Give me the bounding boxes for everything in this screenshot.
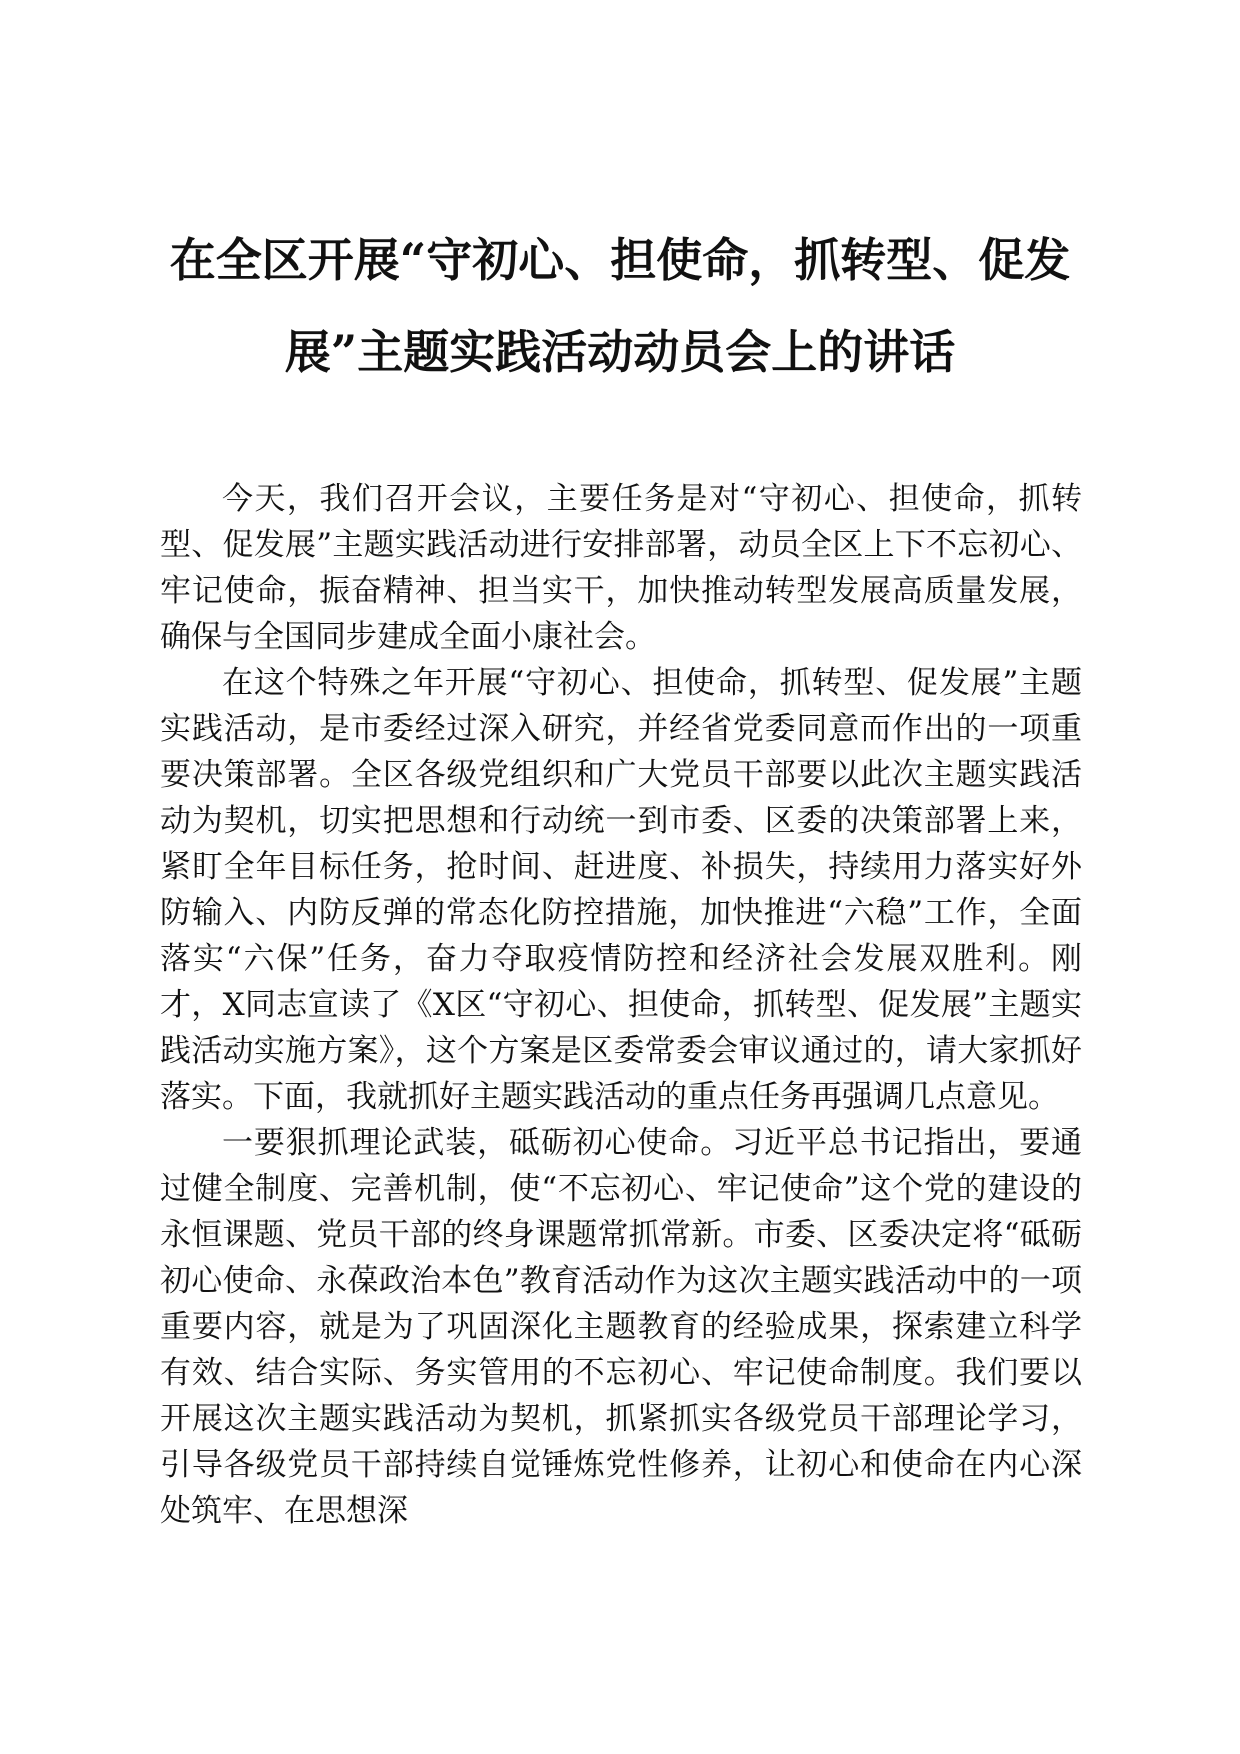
paragraph-1: 今天，我们召开会议，主要任务是对“守初心、担使命，抓转型、促发展”主题实践活动进行安排部署，动员全区上下不忘初心、牢记使命，振奋精神、担当实干，加快推动转型发展高质量发展，确保与全国同步建成全面小康社会。 [160,481,1082,655]
title-line-2: 展”主题实践活动动员会上的讲话 [284,325,956,379]
title-line-1: 在全区开展“守初心、担使命，抓转型、促发 [169,233,1071,287]
document-body [160,476,1082,1534]
paragraph-2: 在这个特殊之年开展“守初心、担使命，抓转型、促发展”主题实践活动，是市委经过深入研究，并经省党委同意而作出的一项重要决策部署。全区各级党组织和广大党员干部要以此次主题实践活动为契机，切实把思想和行动统一到市委、区委的决策部署上来，紧盯全年目标任务，抢时间、赶进度、补损失，持续用力落实好外防输入、内防反弹的常态化防控措施，加快推进“六稳”工作，全面落实“六保”任务，奋力夺取疫情防控和经济社会发展双胜利。刚才，X同志宣读了《X区“守初心、担使命，抓转型、促发展”主题实践活动实施方案》，这个方案是区委常委会审议通过的，请大家抓好落实。下面，我就抓好主题实践活动的重点任务再强调几点意见。 [160,665,1082,1115]
paragraph-3: 一要狠抓理论武装，砥砺初心使命。习近平总书记指出，要通过健全制度、完善机制，使“不忘初心、牢记使命”这个党的建设的永恒课题、党员干部的终身课题常抓常新。市委、区委决定将“砥砺初心使命、永葆政治本色”教育活动作为这次主题实践活动中的一项重要内容，就是为了巩固深化主题教育的经验成果，探索建立科学有效、结合实际、务实管用的不忘初心、牢记使命制度。我们要以开展这次主题实践活动为契机，抓紧抓实各级党员干部理论学习，引导各级党员干部持续自觉锤炼党性修养，让初心和使命在内心深处筑牢、在思想深 [160,1125,1082,1529]
document-title [140,214,1100,398]
